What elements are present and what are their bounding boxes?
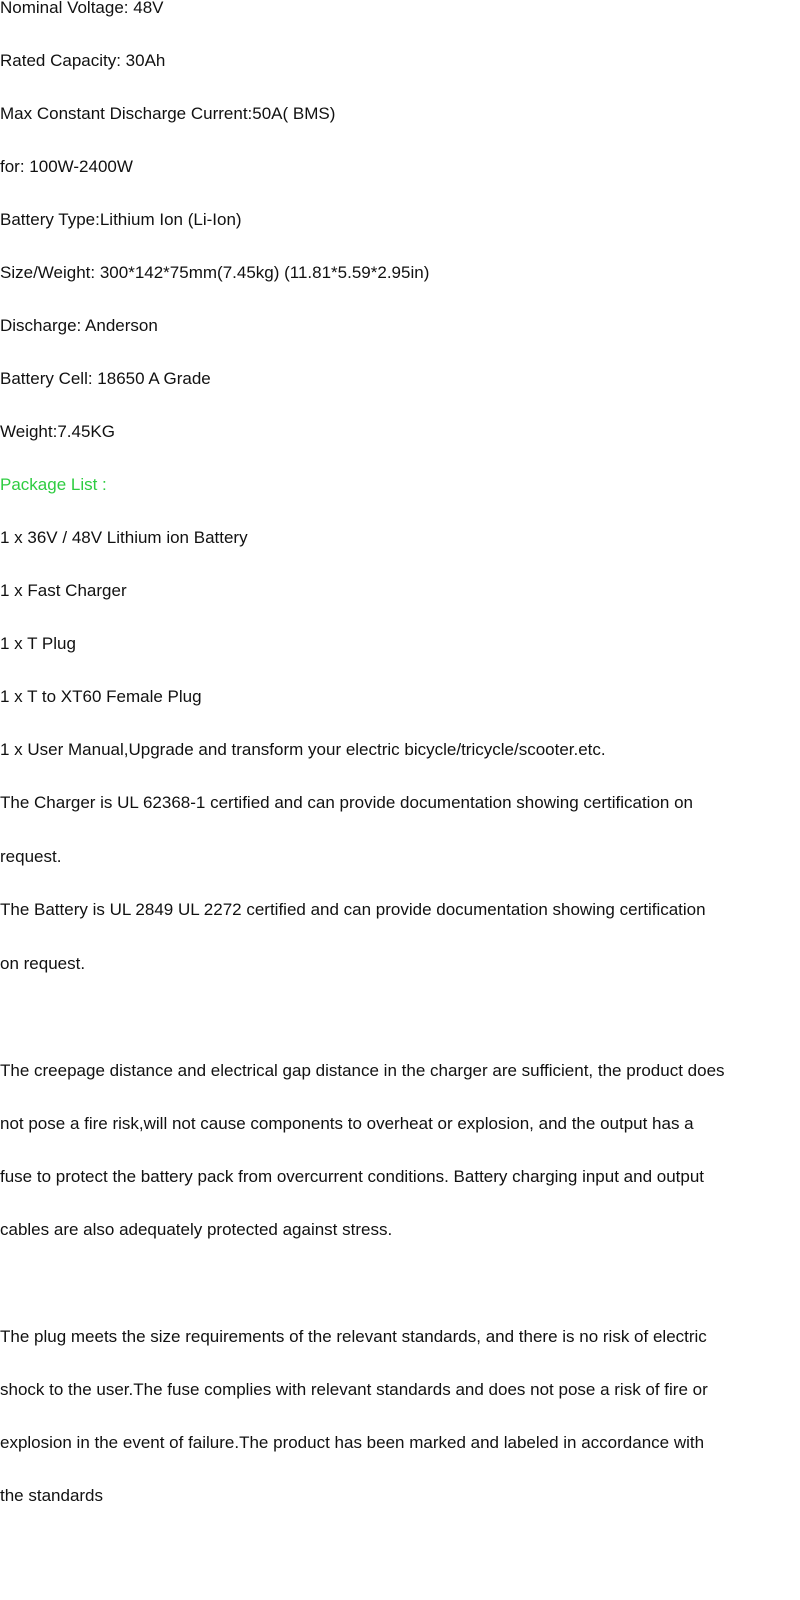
package-item-xt60-plug: 1 x T to XT60 Female Plug: [0, 687, 202, 706]
standards-paragraph-line-4: the standards: [0, 1486, 104, 1505]
charger-certification-line-2: request.: [0, 847, 62, 866]
standards-paragraph-line-3: explosion in the event of failure.The product has been marked and labeled in accordance with: [0, 1433, 705, 1452]
package-item-battery: 1 x 36V / 48V Lithium ion Battery: [0, 528, 248, 547]
safety-paragraph-line-2: not pose a fire risk,will not cause components to overheat or explosion, and the output has a: [0, 1114, 694, 1133]
spec-battery-cell: Battery Cell: 18650 A Grade: [0, 369, 211, 388]
safety-paragraph-line-4: cables are also adequately protected against stress.: [0, 1220, 393, 1239]
battery-certification-line-1: The Battery is UL 2849 UL 2272 certified and can provide documentation showing certification: [0, 900, 706, 919]
battery-certification-line-2: on request.: [0, 954, 86, 973]
spec-battery-type: Battery Type:Lithium Ion (Li-Ion): [0, 210, 242, 229]
standards-paragraph-line-2: shock to the user.The fuse complies with relevant standards and does not pose a risk of fire or: [0, 1380, 708, 1399]
spec-max-discharge-current: Max Constant Discharge Current:50A( BMS): [0, 104, 336, 123]
charger-certification-line-1: The Charger is UL 62368-1 certified and can provide documentation showing certification on: [0, 793, 693, 812]
safety-paragraph-line-3: fuse to protect the battery pack from overcurrent conditions. Battery charging input and output: [0, 1167, 705, 1186]
standards-paragraph-line-1: The plug meets the size requirements of the relevant standards, and there is no risk of electric: [0, 1327, 707, 1346]
spec-nominal-voltage: Nominal Voltage: 48V: [0, 0, 164, 17]
package-item-t-plug: 1 x T Plug: [0, 634, 76, 653]
spec-discharge: Discharge: Anderson: [0, 316, 158, 335]
spec-rated-capacity: Rated Capacity: 30Ah: [0, 51, 166, 70]
package-item-user-manual: 1 x User Manual,Upgrade and transform your electric bicycle/tricycle/scooter.etc.: [0, 740, 606, 759]
package-item-charger: 1 x Fast Charger: [0, 581, 127, 600]
spec-power-range: for: 100W-2400W: [0, 157, 133, 176]
safety-paragraph-line-1: The creepage distance and electrical gap distance in the charger are sufficient, the product does: [0, 1061, 725, 1080]
spec-weight: Weight:7.45KG: [0, 422, 115, 441]
spec-size-weight: Size/Weight: 300*142*75mm(7.45kg) (11.81*5.59*2.95in): [0, 263, 430, 282]
package-list-heading: Package List :: [0, 475, 107, 494]
